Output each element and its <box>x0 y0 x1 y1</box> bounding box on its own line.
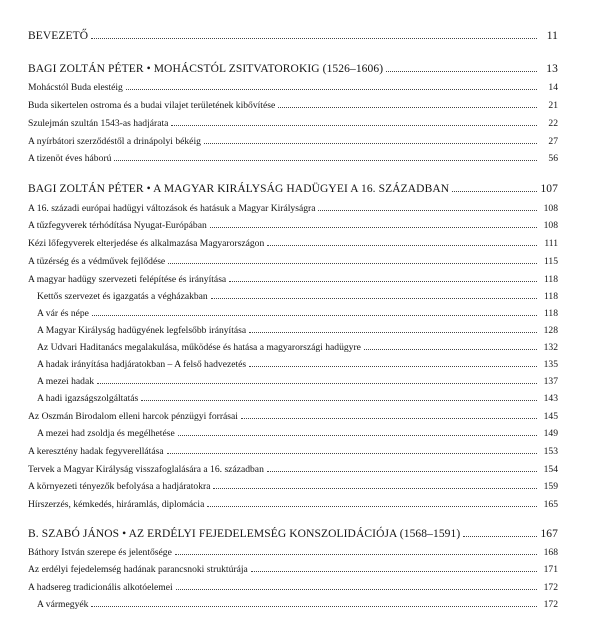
toc-entry-title: Kézi lőfegyverek elterjedése és alkalmazása Magyarországon <box>28 238 265 249</box>
toc-entry-title: A tűzfegyverek térhódítása Nyugat-Európában <box>28 220 207 231</box>
toc-entry-page: 111 <box>544 238 558 249</box>
toc-entry-page: 14 <box>548 82 558 93</box>
toc-section-title: BAGI ZOLTÁN PÉTER • MOHÁCSTÓL ZSITVATOROKIG (1526–1606) <box>28 63 384 75</box>
toc-section-1-heading[interactable] <box>28 63 558 75</box>
toc-entry-page: 159 <box>543 481 558 492</box>
toc-entry-page: 118 <box>543 274 558 285</box>
toc-entry-page: 145 <box>543 411 558 422</box>
toc-section-title: B. SZABÓ JÁNOS • AZ ERDÉLYI FEJEDELEMSÉG KONSZOLIDÁCIÓJA (1568–1591) <box>28 528 461 540</box>
dot-leader <box>91 606 537 607</box>
toc-subentry[interactable] <box>37 428 558 439</box>
dot-leader <box>211 298 537 299</box>
toc-entry-title: A 16. századi európai hadügyi változások és hatásuk a Magyar Királyságra <box>28 203 316 214</box>
toc-subentry[interactable] <box>37 359 558 370</box>
dot-leader <box>92 315 537 316</box>
toc-section-page: 107 <box>540 183 558 195</box>
dot-leader <box>251 571 537 572</box>
toc-entry[interactable] <box>28 582 558 593</box>
toc-entry[interactable] <box>28 547 558 558</box>
dot-leader <box>168 263 537 264</box>
dot-leader <box>171 125 537 126</box>
toc-entry-title: A Magyar Királyság hadügyének legfelsőbb irányítása <box>37 325 247 336</box>
dot-leader <box>114 160 537 161</box>
toc-entry-title: A hadi igazságszolgáltatás <box>37 393 139 404</box>
dot-leader <box>452 191 537 192</box>
toc-entry[interactable] <box>28 446 558 457</box>
toc-entry-page: 128 <box>543 325 558 336</box>
toc-entry-page: 135 <box>543 359 558 370</box>
toc-entry-title: Kettős szervezet és igazgatás a végházakban <box>37 291 208 302</box>
toc-section-3-heading[interactable] <box>28 528 558 540</box>
toc-entry-title: BEVEZETŐ <box>28 30 89 42</box>
toc-entry-title: A mezei hadak <box>37 376 95 387</box>
toc-entry-title: A nyírbátori szerződéstől a drinápolyi békéig <box>28 136 201 147</box>
toc-subentry[interactable] <box>37 599 558 610</box>
toc-entry-title: A tizenöt éves háború <box>28 153 112 164</box>
toc-entry-page: 172 <box>543 582 558 593</box>
toc-subentry[interactable] <box>37 291 558 302</box>
toc-entry-page: 118 <box>543 308 558 319</box>
toc-section-page: 167 <box>540 528 558 540</box>
toc-entry-page: 132 <box>543 342 558 353</box>
toc-entry[interactable] <box>28 82 558 93</box>
toc-entry[interactable] <box>28 203 558 214</box>
toc-entry-page: 154 <box>543 464 558 475</box>
toc-entry[interactable] <box>28 411 558 422</box>
dot-leader <box>318 210 537 211</box>
toc-entry[interactable] <box>28 153 558 164</box>
toc-entry[interactable] <box>28 118 558 129</box>
toc-entry-title: A keresztény hadak fegyverellátása <box>28 446 164 457</box>
toc-entry-title: A hadsereg tradicionális alkotóelemei <box>28 582 173 593</box>
toc-entry[interactable] <box>28 564 558 575</box>
toc-entry-title: A vármegyék <box>37 599 89 610</box>
toc-subentry[interactable] <box>37 393 558 404</box>
toc-entry-title: A tüzérség és a védművek fejlődése <box>28 256 166 267</box>
toc-entry-page: 172 <box>543 599 558 610</box>
toc-entry-title: Az erdélyi fejedelemség hadának parancsnoki struktúrája <box>28 564 248 575</box>
dot-leader <box>126 89 537 90</box>
dot-leader <box>229 281 537 282</box>
toc-entry[interactable] <box>28 136 558 147</box>
toc-entry-page: 149 <box>543 428 558 439</box>
dot-leader <box>167 453 537 454</box>
toc-entry[interactable] <box>28 220 558 231</box>
toc-entry-page: 137 <box>543 376 558 387</box>
toc-entry-intro[interactable] <box>28 30 558 42</box>
toc-entry-page: 143 <box>543 393 558 404</box>
dot-leader <box>91 38 537 39</box>
toc-section-title: BAGI ZOLTÁN PÉTER • A MAGYAR KIRÁLYSÁG HADÜGYEI A 16. SZÁZADBAN <box>28 183 450 195</box>
dot-leader <box>278 107 537 108</box>
toc-entry-page: 21 <box>548 100 558 111</box>
toc-entry-page: 108 <box>543 220 558 231</box>
toc-subentry[interactable] <box>37 342 558 353</box>
dot-leader <box>213 488 537 489</box>
dot-leader <box>204 143 537 144</box>
toc-entry-page: 115 <box>543 256 558 267</box>
toc-entry-title: Tervek a Magyar Királyság visszafoglalására a 16. században <box>28 464 264 475</box>
toc-entry[interactable] <box>28 481 558 492</box>
toc-entry-page: 22 <box>548 118 558 129</box>
dot-leader <box>386 71 537 72</box>
toc-entry-page: 56 <box>548 153 558 164</box>
toc-entry-page: 118 <box>543 291 558 302</box>
toc-entry-page: 11 <box>546 30 558 42</box>
toc-entry-title: Az Oszmán Birodalom elleni harcok pénzügyi forrásai <box>28 411 238 422</box>
toc-subentry[interactable] <box>37 376 558 387</box>
toc-subentry[interactable] <box>37 325 558 336</box>
toc-entry[interactable] <box>28 274 558 285</box>
toc-entry-page: 108 <box>543 203 558 214</box>
toc-entry[interactable] <box>28 499 558 510</box>
toc-entry-page: 168 <box>543 547 558 558</box>
dot-leader <box>207 506 537 507</box>
toc-entry-title: A hadak irányítása hadjáratokban – A felső hadvezetés <box>37 359 247 370</box>
dot-leader <box>249 366 537 367</box>
toc-entry-title: A környezeti tényezők befolyása a hadjáratokra <box>28 481 211 492</box>
toc-entry-page: 171 <box>543 564 558 575</box>
toc-entry[interactable] <box>28 464 558 475</box>
toc-entry-title: Buda sikertelen ostroma és a budai vilajet területének kibővítése <box>28 100 276 111</box>
dot-leader <box>249 332 537 333</box>
toc-entry-title: Hírszerzés, kémkedés, hiráramlás, diplomácia <box>28 499 205 510</box>
toc-entry[interactable] <box>28 238 558 249</box>
dot-leader <box>267 245 537 246</box>
toc-section-page: 13 <box>546 63 558 75</box>
toc-entry-page: 27 <box>548 136 558 147</box>
dot-leader <box>463 536 537 537</box>
toc-entry[interactable] <box>28 256 558 267</box>
dot-leader <box>241 418 537 419</box>
dot-leader <box>178 435 537 436</box>
dot-leader <box>364 349 537 350</box>
toc-section-2-heading[interactable] <box>28 183 558 195</box>
dot-leader <box>210 227 537 228</box>
toc-entry-page: 153 <box>543 446 558 457</box>
dot-leader <box>175 554 537 555</box>
dot-leader <box>267 471 537 472</box>
toc-entry[interactable] <box>28 100 558 111</box>
toc-entry-title: Szulejmán szultán 1543-as hadjárata <box>28 118 169 129</box>
toc-entry-title: A magyar hadügy szervezeti felépítése és irányítása <box>28 274 227 285</box>
dot-leader <box>176 589 537 590</box>
toc-entry-title: Báthory István szerepe és jelentősége <box>28 547 172 558</box>
toc-entry-title: A vár és népe <box>37 308 89 319</box>
toc-entry-title: Mohácstól Buda elestéig <box>28 82 123 93</box>
toc-entry-title: A mezei had zsoldja és megélhetése <box>37 428 175 439</box>
toc-entry-page: 165 <box>543 499 558 510</box>
toc-entry-title: Az Udvari Haditanács megalakulása, működése és hatása a magyarországi hadügyre <box>37 342 361 353</box>
toc-subentry[interactable] <box>37 308 558 319</box>
dot-leader <box>141 400 537 401</box>
dot-leader <box>97 383 537 384</box>
